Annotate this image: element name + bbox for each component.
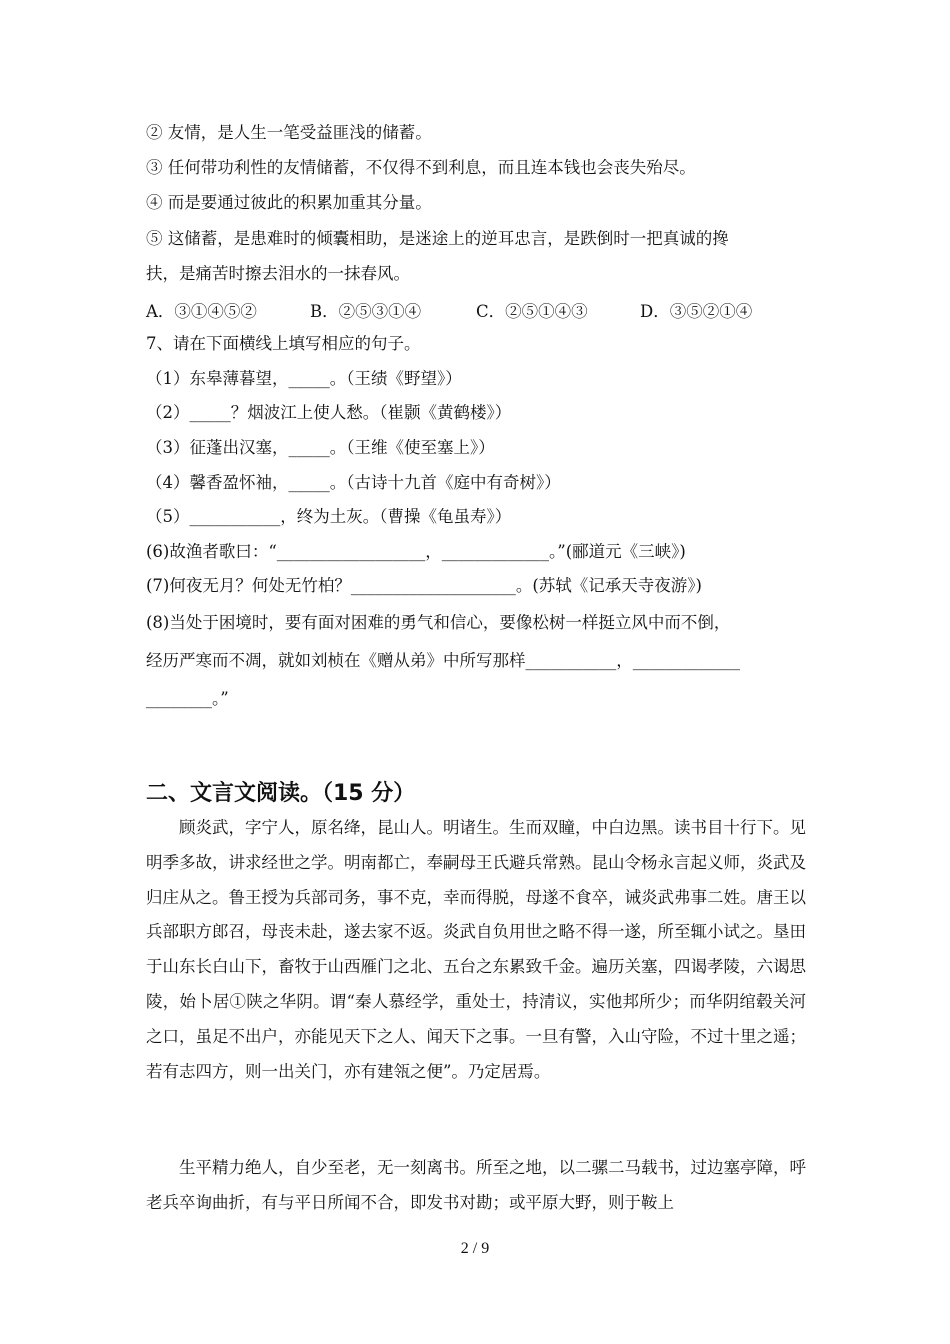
option-item-5: ⑤ 这储蓄，是患难时的倾囊相助，是迷途上的逆耳忠言，是跌倒时一把真诚的搀 — [146, 229, 729, 248]
page-number: 2 / 9 — [460, 1240, 490, 1257]
choice-b: B．②⑤③①④ — [310, 302, 422, 321]
section-heading: 二、文言文阅读。（15 分） — [146, 781, 416, 806]
choice-d: D．③⑤②①④ — [640, 302, 753, 321]
option-item-5-cont: 扶，是痛苦时擦去泪水的一抹春风。 — [146, 264, 410, 283]
q7-line-2: （2）_____？烟波江上使人愁。（崔颢《黄鹤楼》） — [146, 403, 512, 422]
q7-line-8: (8)当处于困境时，要有面对困难的勇气和信心，要像松树一样挺立风中而不倒， — [146, 613, 731, 632]
q7-line-8-end: ________。” — [146, 689, 229, 708]
passage-paragraph-1: 顾炎武，字宁人，原名绛，昆山人。明诸生。生而双瞳，中白边黑。读书目十行下。见明季多故，讲求经世之学。明南都亡，奉嗣母王氏避兵常熟。昆山令杨永言起义师，炎武及归庄从之。鲁王授为兵部司务，事不克，幸而得脱，母遂不食卒，诫炎武弗事二姓。唐王以兵部职方郎召，母丧未赴，遂去家不返。炎武自负用世之略不得一遂，所至辄小试之。垦田于山东长白山下，畜牧于山西雁门之北、五台之东累致千金。遍历关塞，四谒孝陵，六谒思陵，始卜居①陕之华阴。谓“秦人慕经学，重处士，持清议，实他邦所少；而华阴绾毂关河之口，虽足不出户，亦能见天下之人、闻天下之事。一旦有警，入山守险，不过十里之遥；若有志四方，则一出关门，亦有建瓴之便”。乃定居焉。 — [146, 818, 806, 1081]
option-item-4: ④ 而是要通过彼此的积累加重其分量。 — [146, 193, 432, 212]
q7-line-6: (6)故渔者歌曰：“__________________，_____________。”(郦道元《三峡》) — [146, 542, 686, 561]
passage-paragraph-2: 生平精力绝人，自少至老，无一刻离书。所至之地，以二骡二马载书，过边塞亭障，呼老兵卒询曲折，有与平日所闻不合，即发书对勘；或平原大野，则于鞍上 — [146, 1158, 806, 1212]
question-7-title: 7、请在下面横线上填写相应的句子。 — [146, 334, 421, 353]
answer-choices — [146, 298, 752, 322]
choice-c: C．②⑤①④③ — [476, 302, 588, 321]
option-item-2: ② 友情，是人生一笔受益匪浅的储蓄。 — [146, 123, 432, 142]
q7-line-3: （3）征蓬出汉塞，_____。（王维《使至塞上》） — [146, 438, 495, 457]
q7-line-1: （1）东皋薄暮望，_____。（王绩《野望》） — [146, 369, 462, 388]
q7-line-5: （5）___________，终为土灰。（曹操《龟虽寿》） — [146, 507, 512, 526]
q7-line-7: (7)何夜无月？何处无竹柏？____________________。(苏轼《记承天寺夜游》) — [146, 576, 702, 595]
q7-line-4: （4）馨香盈怀袖，_____。（古诗十九首《庭中有奇树》） — [146, 473, 561, 492]
choice-a: A．③①④⑤② — [146, 302, 257, 321]
option-item-3: ③ 任何带功利性的友情储蓄，不仅得不到利息，而且连本钱也会丧失殆尽。 — [146, 158, 696, 177]
q7-line-8-cont: 经历严寒而不凋，就如刘桢在《赠从弟》中所写那样___________，_____________ — [146, 651, 740, 670]
